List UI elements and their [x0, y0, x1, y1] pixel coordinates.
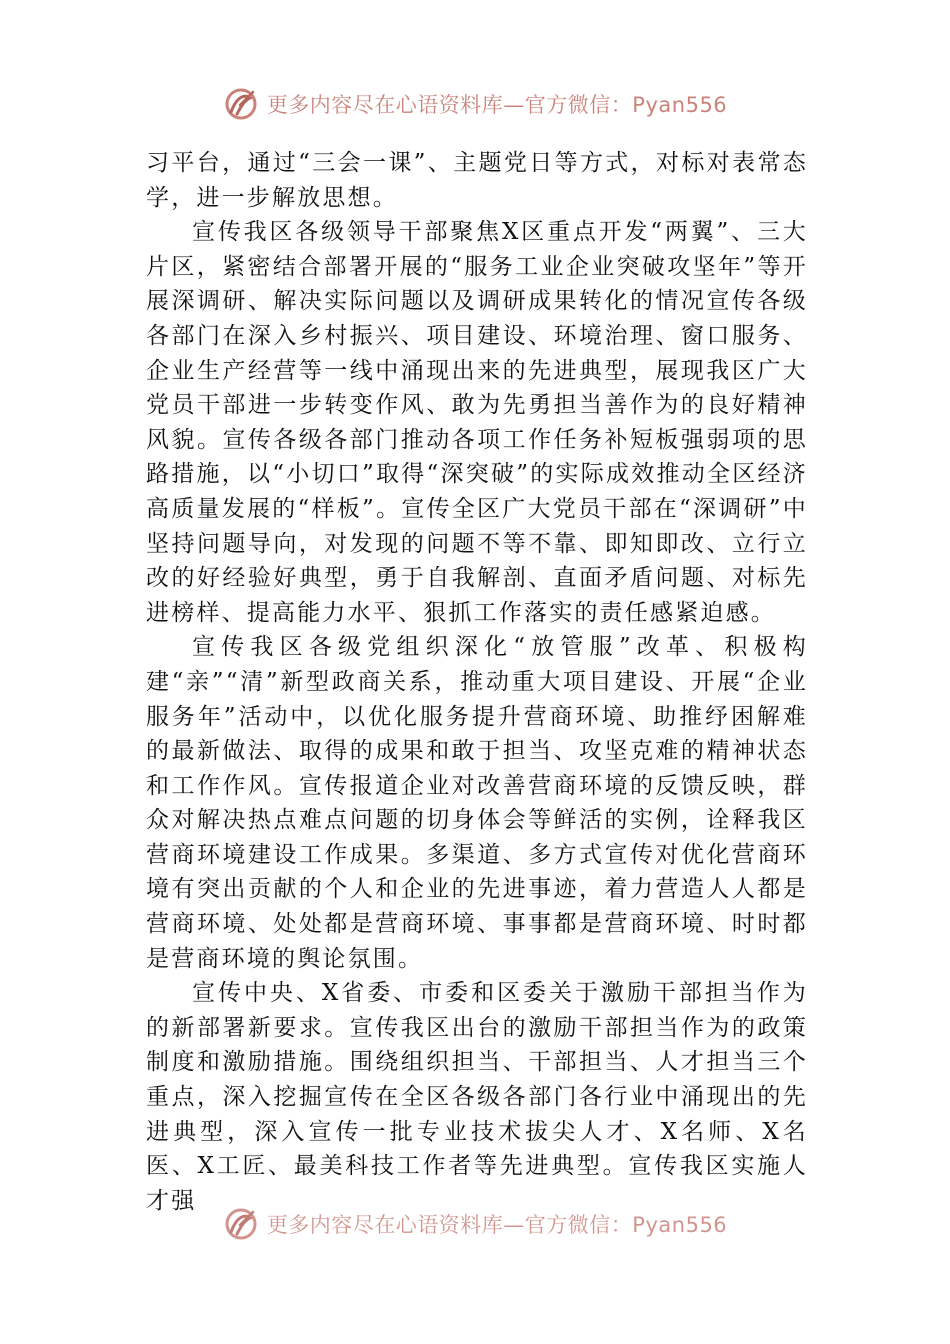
paragraph: 宣传我区各级党组织深化“放管服”改革、积极构建“亲”“清”新型政商关系，推动重大项目建设、开展“企业服务年”活动中，以优化服务提升营商环境、助推纾困解难的最新做法、取得的成果和敢于担当、攻坚克难的精神状态和工作作风。宣传报道企业对改善营商环境的反馈反映，群众对解决热点难点问题的切身体会等鲜活的实例，诠释我区营商环境建设工作成果。多渠道、多方式宣传对优化营商环境有突出贡献的个人和企业的先进事迹，着力营造人人都是营商环境、处处都是营商环境、事事都是营商环境、时时都是营商环境的舆论氛围。 — [146, 634, 808, 972]
paragraph: 宣传我区各级领导干部聚焦X区重点开发“两翼”、三大片区，紧密结合部署开展的“服务工业企业突破攻坚年”等开展深调研、解决实际问题以及调研成果转化的情况宣传各级各部门在深入乡村振兴、项目建设、环境治理、窗口服务、企业生产经营等一线中涌现出来的先进典型，展现我区广大党员干部进一步转变作风、敢为先勇担当善作为的良好精神风貌。宣传各级各部门推动各项工作任务补短板强弱项的思路措施，以“小切口”取得“深突破”的实际成效推动全区经济高质量发展的“样板”。宣传全区广大党员干部在“深调研”中坚持问题导向，对发现的问题不等不靠、即知即改、立行立改的好经验好典型，勇于自我解剖、直面矛盾问题、对标先进榜样、提高能力水平、狠抓工作落实的责任感紧迫感。 — [146, 219, 808, 626]
document-body — [146, 146, 808, 1218]
paragraph-continuation: 习平台，通过“三会一课”、主题党日等方式，对标对表常态学，进一步解放思想。 — [146, 150, 808, 211]
watermark-text: 更多内容尽在心语资料库—官方微信：Pyan556 — [266, 93, 728, 117]
signature-logo-icon — [223, 86, 259, 122]
paragraph: 宣传中央、X省委、市委和区委关于激励干部担当作为的新部署新要求。宣传我区出台的激励干部担当作为的政策制度和激励措施。围绕组织担当、干部担当、人才担当三个重点，深入挖掘宣传在全区各级各部门各行业中涌现出的先进典型，深入宣传一批专业技术拔尖人才、X名师、X名医、X工匠、最美科技工作者等先进典型。宣传我区实施人才强 — [146, 980, 808, 1214]
signature-logo-icon — [223, 1206, 259, 1242]
watermark-text: 更多内容尽在心语资料库—官方微信：Pyan556 — [266, 1213, 728, 1237]
header-watermark — [0, 82, 950, 126]
footer-watermark — [0, 1202, 950, 1246]
